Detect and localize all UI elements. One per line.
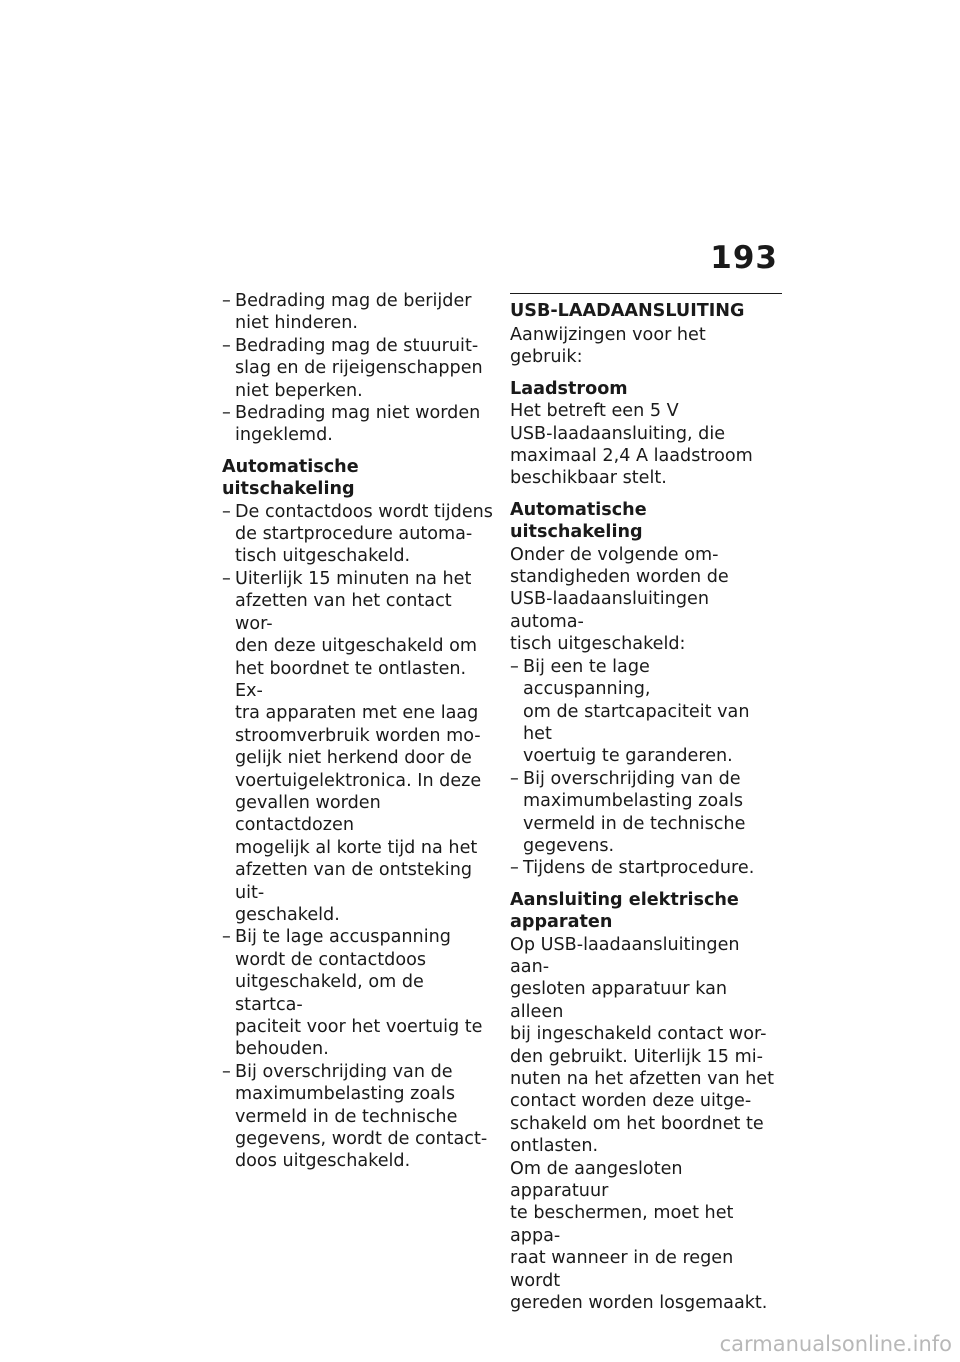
list-item: – Bij een te lage accuspanning, om de startcapaciteit van het voertuig te garanderen. [510,656,782,768]
list-item: – Bedrading mag de stuuruit- slag en de rijeigenschappen niet beperken. [222,335,494,402]
list-item: – Uiterlijk 15 minuten na het afzetten van het contact wor- den deze uitgeschakeld om het boordnet te ontlasten. Ex- tra apparaten met ene laag stroomverbruik worden mo- gelijk niet herkend door de voertuigelektronica. In deze gevallen worden contactdozen mogelijk al korte tijd na het afzetten van de ontsteking uit- geschakeld. [222,568,494,927]
left-column [222,290,494,1173]
list-item: – Bij te lage accuspanning wordt de contactdoos uitgeschakeld, om de startca- paciteit voor het voertuig te behouden. [222,926,494,1060]
list-item: – Bedrading mag de berijder niet hinderen. [222,290,494,335]
list-item: – Bij overschrijding van de maximumbelasting zoals vermeld in de technische gegevens, wordt de contact- doos uitgeschakeld. [222,1061,494,1173]
page-number: 193 [710,240,778,276]
aansluiting-text-1: Op USB-laadaansluitingen aan- gesloten apparatuur kan alleen bij ingeschakeld contact wor- den gebruikt. Uiterlijk 15 mi- nuten na het afzetten van het contact worden deze uitge- schakeld om het boordnet te ontlasten. [510,934,774,1157]
uitschakeling-list [222,501,494,1173]
heading-aansluiting-elektrische-apparaten: Aansluiting elektrische apparaten [510,889,739,933]
list-item: – Tijdens de startprocedure. [510,857,782,879]
intro-list [222,290,494,447]
list-item: – Bij overschrijding van de maximumbelasting zoals vermeld in de technische gegevens. [510,768,782,858]
laadstroom-text: Het betreft een 5 V USB-laadaansluiting, die maximaal 2,4 A laadstroom beschikbaar stelt. [510,401,753,489]
section-title: USB-LAADAANSLUITING [510,293,782,322]
heading-laadstroom: Laadstroom [510,378,628,399]
watermark-footer: carmanualsonline.info [719,1332,952,1356]
list-item: – De contactdoos wordt tijdens de startprocedure automa- tisch uitgeschakeld. [222,501,494,568]
right-column [510,290,782,1314]
usb-uitschakeling-list [510,656,782,880]
list-item: – Bedrading mag niet worden ingeklemd. [222,402,494,447]
heading-automatische-uitschakeling-usb: Automatische uitschakeling [510,499,647,543]
aansluiting-text-2: Om de aangesloten apparatuur te beschermen, moet het appa- raat wanneer in de regen wordt gereden worden losgemaakt. [510,1158,768,1314]
heading-automatische-uitschakeling: Automatische uitschakeling [222,456,359,500]
automatisch-text: Onder de volgende om- standigheden worden de USB-laadaansluitingen automa- tisch uitgeschakeld: [510,544,729,655]
usage-intro: Aanwijzingen voor het gebruik: [510,325,706,368]
